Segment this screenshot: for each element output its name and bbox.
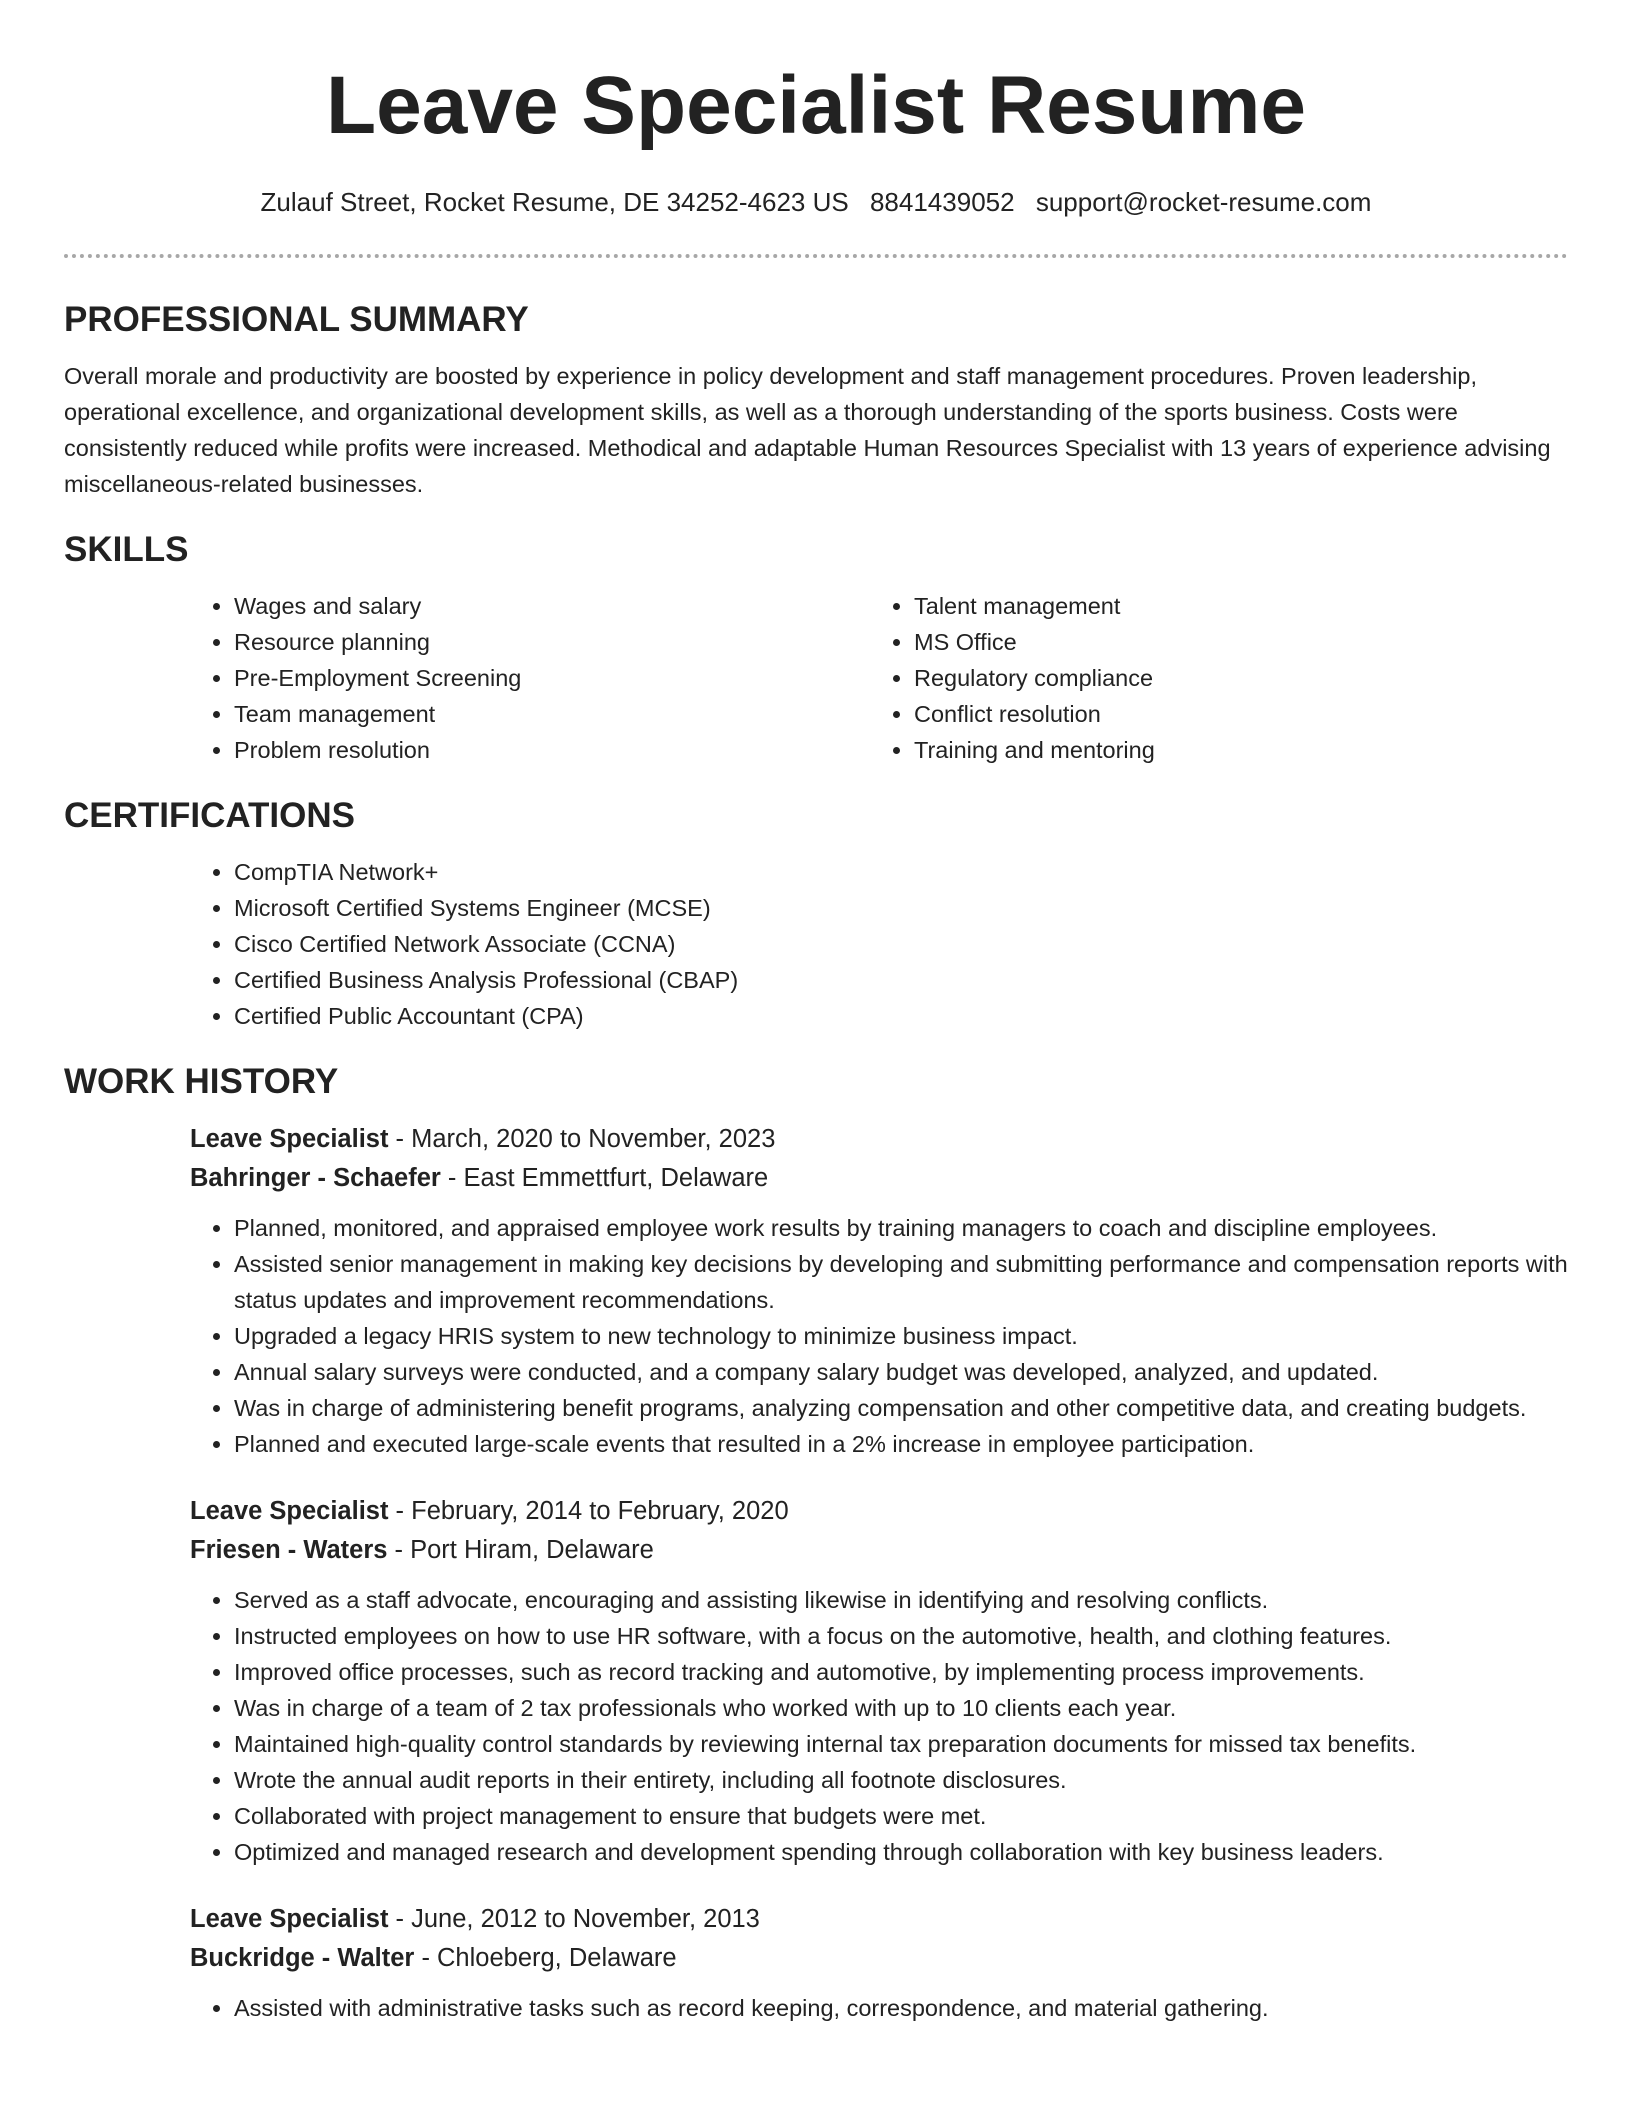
skills-column-left [190, 588, 870, 768]
skill-item: • Conflict resolution [914, 696, 1550, 732]
work-history-heading: WORK HISTORY [64, 1062, 339, 1101]
contact-phone: 8841439052 [869, 187, 1015, 217]
job-company: Friesen - Waters [190, 1536, 388, 1564]
header-divider [64, 254, 1568, 258]
job-entry [190, 1900, 1568, 2026]
job-company-line [190, 1531, 1568, 1570]
job-bullet: • Optimized and managed research and development spending through collaboration with key business leaders. [234, 1834, 1568, 1870]
contact-line [64, 184, 1568, 220]
job-entry [190, 1492, 1568, 1870]
job-title: Leave Specialist [190, 1125, 389, 1153]
job-bullet: • Assisted with administrative tasks such as record keeping, correspondence, and material gathering. [234, 1990, 1568, 2026]
resume-title: Leave Specialist Resume [326, 60, 1306, 151]
job-title-line [190, 1492, 1568, 1531]
certification-item: • Microsoft Certified Systems Engineer (MCSE) [234, 890, 1568, 926]
job-bullet: • Annual salary surveys were conducted, and a company salary budget was developed, analyzed, and updated. [234, 1354, 1568, 1390]
job-location: - East Emmettfurt, Delaware [440, 1164, 769, 1192]
summary-heading: PROFESSIONAL SUMMARY [64, 300, 529, 339]
job-location: - Chloeberg, Delaware [414, 1944, 677, 1972]
skills-column-right [870, 588, 1550, 768]
contact-address: Zulauf Street, Rocket Resume, DE 34252-4623 US [260, 187, 849, 217]
certification-item: • Certified Business Analysis Professional (CBAP) [234, 962, 1568, 998]
job-dates: - February, 2014 to February, 2020 [388, 1497, 789, 1525]
job-bullet: • Improved office processes, such as record tracking and automotive, by implementing process improvements. [234, 1654, 1568, 1690]
skill-item: • Team management [234, 696, 870, 732]
certifications-list [190, 854, 1568, 1034]
job-bullet: • Planned and executed large-scale events that resulted in a 2% increase in employee participation. [234, 1426, 1568, 1462]
skill-item: • Wages and salary [234, 588, 870, 624]
certification-item: • Certified Public Accountant (CPA) [234, 998, 1568, 1034]
job-location: - Port Hiram, Delaware [387, 1536, 654, 1564]
job-bullet: • Assisted senior management in making key decisions by developing and submitting performance and compensation reports with status updates and improvement recommendations. [234, 1246, 1568, 1318]
job-company-line [190, 1939, 1568, 1978]
job-title: Leave Specialist [190, 1497, 389, 1525]
skill-item: • Training and mentoring [914, 732, 1550, 768]
contact-email: support@rocket-resume.com [1035, 187, 1372, 217]
job-company: Buckridge - Walter [190, 1944, 415, 1972]
job-dates: - June, 2012 to November, 2013 [388, 1905, 760, 1933]
certification-item: • Cisco Certified Network Associate (CCNA) [234, 926, 1568, 962]
skills-heading: SKILLS [64, 530, 189, 569]
job-company-line [190, 1159, 1568, 1198]
job-bullets [190, 1210, 1568, 1462]
job-bullet: • Planned, monitored, and appraised employee work results by training managers to coach and discipline employees. [234, 1210, 1568, 1246]
certifications-heading: CERTIFICATIONS [64, 796, 356, 835]
job-bullet: • Was in charge of administering benefit programs, analyzing compensation and other competitive data, and creating budgets. [234, 1390, 1568, 1426]
skill-item: • Resource planning [234, 624, 870, 660]
job-bullet: • Collaborated with project management to ensure that budgets were met. [234, 1798, 1568, 1834]
skill-item: • Pre-Employment Screening [234, 660, 870, 696]
job-entry [190, 1120, 1568, 1462]
certification-item: • CompTIA Network+ [234, 854, 1568, 890]
job-dates: - March, 2020 to November, 2023 [388, 1125, 776, 1153]
skill-item: • Problem resolution [234, 732, 870, 768]
job-bullets [190, 1582, 1568, 1870]
job-title-line [190, 1900, 1568, 1939]
job-title: Leave Specialist [190, 1905, 389, 1933]
job-bullet: • Instructed employees on how to use HR software, with a focus on the automotive, health, and clothing features. [234, 1618, 1568, 1654]
skill-item: • Regulatory compliance [914, 660, 1550, 696]
job-bullet: • Maintained high-quality control standards by reviewing internal tax preparation documents for missed tax benefits. [234, 1726, 1568, 1762]
job-bullet: • Served as a staff advocate, encouraging and assisting likewise in identifying and resolving conflicts. [234, 1582, 1568, 1618]
job-company: Bahringer - Schaefer [190, 1164, 441, 1192]
skills-list [190, 588, 1568, 768]
job-bullet: • Was in charge of a team of 2 tax professionals who worked with up to 10 clients each year. [234, 1690, 1568, 1726]
job-bullet: • Wrote the annual audit reports in their entirety, including all footnote disclosures. [234, 1762, 1568, 1798]
job-bullets [190, 1990, 1568, 2026]
skill-item: • MS Office [914, 624, 1550, 660]
job-bullet: • Upgraded a legacy HRIS system to new technology to minimize business impact. [234, 1318, 1568, 1354]
summary-text: Overall morale and productivity are boosted by experience in policy development and staff management procedures. Proven leadership, operational excellence, and organizational development skills, as well as a thorough understanding of the sports business. Costs were consistently reduced while profits were increased. Methodical and adaptable Human Resources Specialist with 13 years of experience advising miscellaneous-related businesses. [64, 363, 1551, 497]
job-title-line [190, 1120, 1568, 1159]
skill-item: • Talent management [914, 588, 1550, 624]
